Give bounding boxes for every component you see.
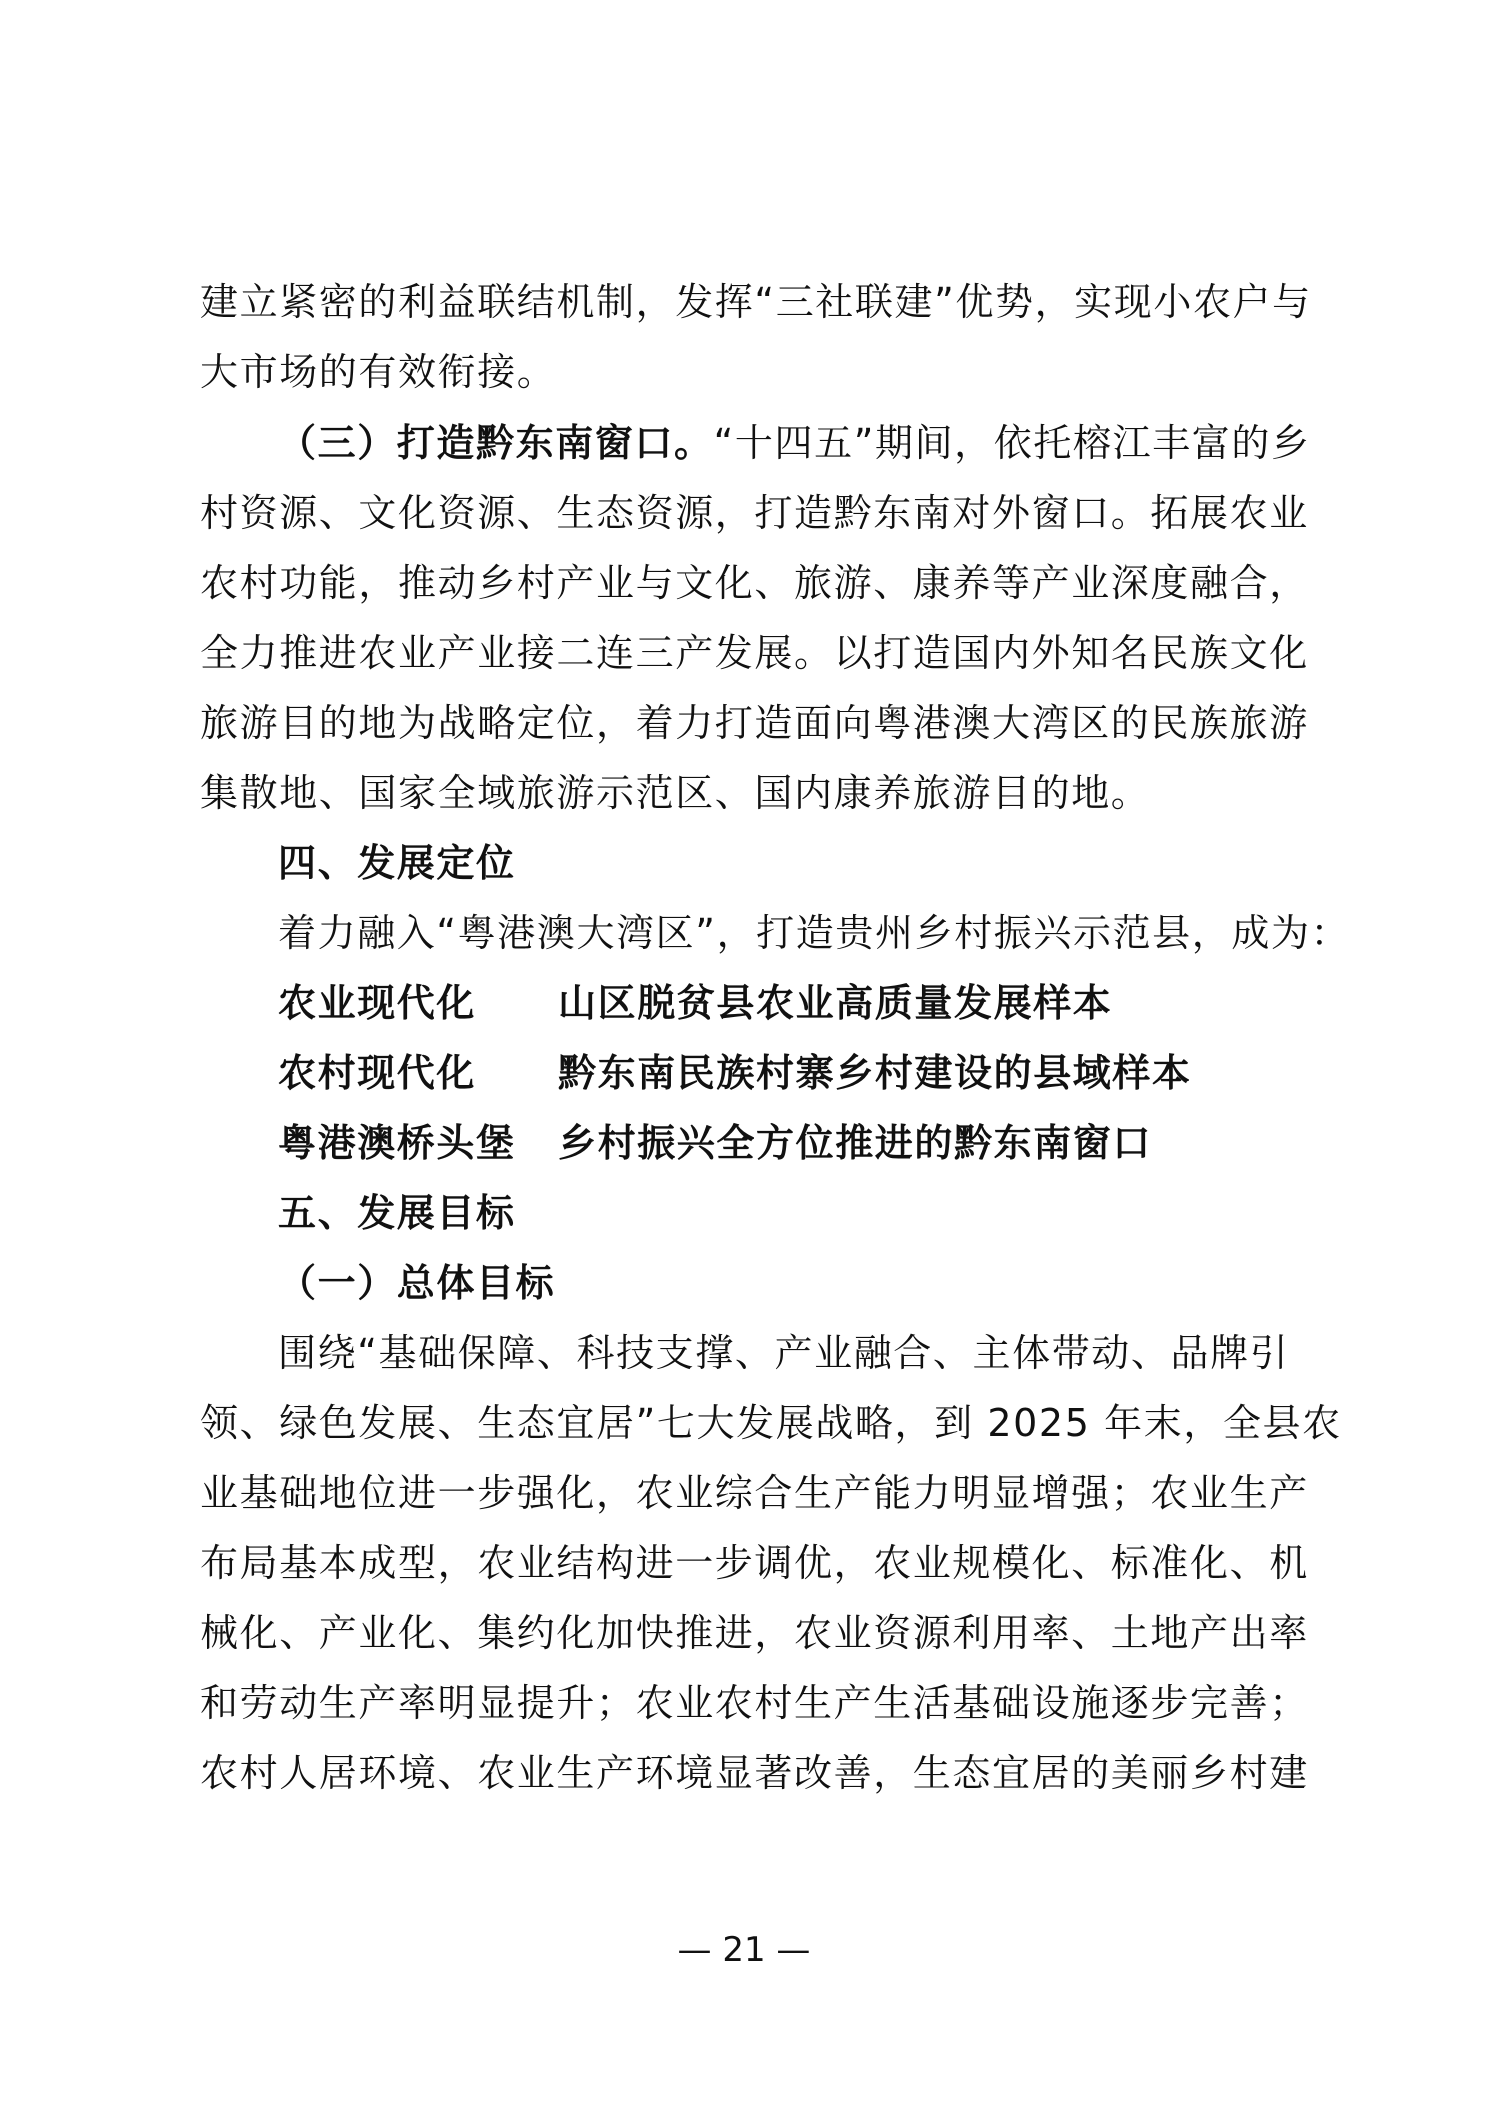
paragraph-line: 建立紧密的利益联结机制，发挥“三社联建”优势，实现小农户与 xyxy=(200,280,1312,324)
page-number: — 21 — xyxy=(677,1930,811,1970)
paragraph-line: 械化、产业化、集约化加快推进，农业资源利用率、土地产出率 xyxy=(200,1611,1309,1655)
positioning-row xyxy=(278,1108,1378,1178)
positioning-row xyxy=(278,1038,1378,1108)
paragraph-line: 村资源、文化资源、生态资源，打造黔东南对外窗口。拓展农业 xyxy=(200,491,1309,535)
paragraph-line: 大市场的有效衔接。 xyxy=(200,350,557,394)
paragraph-line: 农村功能，推动乡村产业与文化、旅游、康养等产业深度融合， xyxy=(200,561,1309,605)
positioning-row xyxy=(278,968,1378,1038)
paragraph-line: 全力推进农业产业接二连三产发展。以打造国内外知名民族文化 xyxy=(200,631,1309,675)
paragraph-line: 集散地、国家全域旅游示范区、国内康养旅游目的地。 xyxy=(200,771,1151,815)
positioning-desc: 黔东南民族村寨乡村建设的县域样本 xyxy=(558,1051,1192,1095)
paragraph-line: 布局基本成型，农业结构进一步调优，农业规模化、标准化、机 xyxy=(200,1541,1309,1585)
paragraph-line: 着力融入“粤港澳大湾区”，打造贵州乡村振兴示范县，成为： xyxy=(278,911,1351,955)
paragraph-text: “十四五”期间，依托榕江丰富的乡 xyxy=(713,421,1311,465)
subsection-heading: （一）总体目标 xyxy=(278,1261,556,1305)
paragraph-line: 领、绿色发展、生态宜居”七大发展战略，到 2025 年末，全县农 xyxy=(200,1401,1342,1445)
paragraph-line: 围绕“基础保障、科技支撑、产业融合、主体带动、品牌引 xyxy=(278,1331,1290,1375)
positioning-desc: 山区脱贫县农业高质量发展样本 xyxy=(558,981,1113,1025)
positioning-desc: 乡村振兴全方位推进的黔东南窗口 xyxy=(558,1121,1153,1165)
positioning-title: 农村现代化 xyxy=(278,1051,477,1095)
subsection-heading: （三）打造黔东南窗口。 xyxy=(278,421,714,465)
section-heading: 四、发展定位 xyxy=(278,841,516,885)
paragraph-line: 和劳动生产率明显提升；农业农村生产生活基础设施逐步完善； xyxy=(200,1681,1309,1725)
paragraph-line: 业基础地位进一步强化，农业综合生产能力明显增强；农业生产 xyxy=(200,1471,1309,1515)
paragraph-line: 农村人居环境、农业生产环境显著改善，生态宜居的美丽乡村建 xyxy=(200,1751,1309,1795)
section-heading: 五、发展目标 xyxy=(278,1191,516,1235)
paragraph-line: 旅游目的地为战略定位，着力打造面向粤港澳大湾区的民族旅游 xyxy=(200,701,1309,745)
positioning-title: 粤港澳桥头堡 xyxy=(278,1121,516,1165)
paragraph-line xyxy=(278,408,1378,478)
positioning-title: 农业现代化 xyxy=(278,981,477,1025)
